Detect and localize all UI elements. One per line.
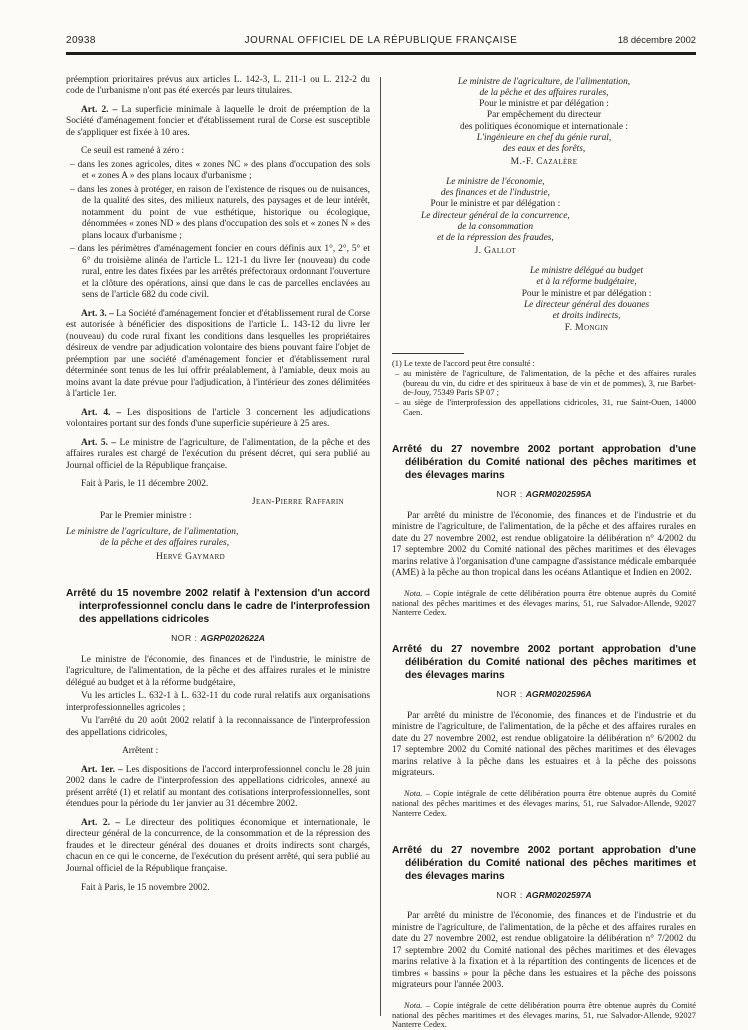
nota <box>392 789 696 819</box>
footnote-item: – au siège de l'interprofession des appellations cidricoles, 31, rue Saint-Ouen, 14000 Caen. <box>392 398 696 418</box>
nota-text: – Copie intégrale de cette délibération pourra être obtenue auprès du Comité national des pêches maritimes et des élevages marins, 51, rue Salvador-Allende, 92027 Nanterre Cedex. <box>392 789 696 818</box>
signature-line: L'ingénieure en chef du génie rural, <box>392 133 696 144</box>
signature-line: des finances et de l'industrie, <box>392 188 599 199</box>
nota <box>392 589 696 619</box>
cidricole-p2: Vu les articles L. 632-1 à L. 632-11 du code rural relatifs aux organisations interprofessionnelles agricoles ; <box>66 691 370 714</box>
journal-title: JOURNAL OFFICIEL DE LA RÉPUBLIQUE FRANÇAISE <box>196 35 566 46</box>
signature-line: Le ministre de l'économie, <box>392 177 599 188</box>
arretent-line: Arrêtent : <box>122 746 370 758</box>
article-text: Les dispositions de l'article 3 concernent les adjudications volontaires portant sur des fonds d'une superficie supérieure à 25 ares. <box>66 408 370 430</box>
nor-line <box>66 633 370 645</box>
nota-text: – Copie intégrale de cette délibération pourra être obtenue auprès du Comité national des pêches maritimes et des élevages marins, 51, rue Salvador-Allende, 92027 Nanterre Cedex. <box>392 1001 696 1030</box>
signature-line: de la pêche et des affaires rurales, <box>392 88 696 99</box>
signature-block-economie <box>392 177 599 256</box>
peches-3-body: Par arrêté du ministre de l'économie, des finances et de l'industrie et du ministre de l'agriculture, de l'alimentation, de la pêche et des affaires rurales en date du 27 novembre 2002, est rendue obligatoire la délibération n° 7/2002 du 17 septembre 2002 du Comité national des pêches maritimes et des élevages marins relative à la fixation et à la répartition des contingents de licences et de timbres « bassins » pour la pêche dans les estuaires et la pêche des poissons migrateurs pour l'année 2003. <box>392 911 696 992</box>
list-item: – dans les zones à protéger, en raison de l'existence de risques ou de nuisances, de la qualité des sites, des milieux naturels, des paysages et de leur intérêt, notamment du point de vue esthétique, historique ou écologique, dénommées « zones ND » des plans d'occupation des sols et « zones N » des plans locaux d'urbanisme ; <box>66 185 370 243</box>
decree-article-3 <box>66 309 370 401</box>
footnote <box>392 359 696 418</box>
signature-line: Par empêchement du directeur <box>392 110 696 121</box>
article-text: Le directeur des politiques économique et internationale, le directeur général de la concurrence, de la consommation et de la répression des fraudes et le directeur général des douanes et droits indirects sont chargés, chacun en ce qui le concerne, de l'exécution du présent arrêté, qui sera publié au Journal officiel de la République française. <box>66 818 370 874</box>
signatory-name: J. Gallot <box>392 245 599 256</box>
cidricole-article-2 <box>66 818 370 876</box>
nor-label: NOR : <box>171 633 197 643</box>
article-text: Le ministre de l'agriculture, de l'alimentation, de la pêche et des affaires rurales est chargé de l'exécution du présent décret, qui sera publié au Journal officiel de la République française. <box>66 438 370 471</box>
paragraph-continuation: préemption prioritaires prévus aux articles L. 142-3, L. 211-1 ou L. 212-2 du code de l'urbanisme n'ont pas été exercés par leurs titulaires. <box>66 75 370 98</box>
right-column <box>392 75 696 1030</box>
nota-label: Nota. <box>404 1001 422 1010</box>
signatory-name: M.-F. Cazalère <box>392 156 696 167</box>
signature-line: Le directeur général des douanes <box>477 300 696 311</box>
signature-line: et à la réforme budgétaire, <box>477 277 696 288</box>
article-label: Art. 3. – <box>81 309 116 319</box>
by-pm-line: Par le Premier ministre : <box>100 511 370 523</box>
signature-line: des politiques économique et internationale : <box>392 122 696 133</box>
list-item: – dans les périmètres d'aménagement foncier en cours définis aux 1°, 2°, 5° et 6° du troisième alinéa de l'article L. 121-1 du livre Ier (nouveau) du code rural, entre les dates fixées par les arrêtés préfectoraux ordonnant l'ouverture et la clôture des opérations, ainsi que dans le cas de parcelles enclavées au sens de l'article 682 du code civil. <box>66 244 370 302</box>
signature-line: Le directeur général de la concurrence, <box>392 211 599 222</box>
signature-line: Le ministre délégué au budget <box>477 266 696 277</box>
nor-value: AGRM0202597A <box>526 890 592 900</box>
nor-value: AGRP0202622A <box>200 633 265 643</box>
article-text: La Société d'aménagement foncier et d'établissement rural de Corse est autorisée à bénéficier des dispositions de l'article L. 143-12 du livre Ier (nouveau) du code rural fixant les conditions dans lesquelles les propriétaires désireux de vendre par adjudication volontaire des biens pouvant faire l'objet de préemption par une société d'aménagement foncier et d'établissement rural déterminée sont tenus de les lui offrir préalablement, à l'amiable, deux mois au moins avant la date prévue pour l'adjudication, à l'intérieur des zones délimitées à l'article 1er. <box>66 309 370 400</box>
article-text: Les dispositions de l'accord interprofessionnel conclu le 28 juin 2002 dans le cadre de l'interprofession des appellations cidricoles, annexé au présent arrêté (1) et relatif au montant des cotisations interprofessionnelles, sont étendues pour la période du 1er janvier au 31 décembre 2002. <box>66 765 370 810</box>
nota-text: – Copie intégrale de cette délibération pourra être obtenue auprès du Comité national des pêches maritimes et des élevages marins, 51, rue Salvador-Allende, 92027 Nanterre Cedex. <box>392 589 696 618</box>
header-rule <box>66 52 696 55</box>
decree-date-line: Fait à Paris, le 11 décembre 2002. <box>66 479 370 491</box>
article-label: Art. 2. – <box>81 818 126 828</box>
minister-line-2: de la pêche et des affaires rurales, <box>100 538 370 550</box>
nor-line <box>392 890 696 902</box>
decree-article-2 <box>66 105 370 140</box>
decree-article-5 <box>66 438 370 473</box>
cidricole-p1: Le ministre de l'économie, des finances et de l'industrie, le ministre de l'agriculture, de l'alimentation, de la pêche et des affaires rurales et le ministre délégué au budget et à la réforme budgétaire, <box>66 655 370 690</box>
signature-line: Pour le ministre et par délégation : <box>392 199 599 210</box>
section-heading-cidricole: Arrêté du 15 novembre 2002 relatif à l'extension d'un accord interprofessionnel conclu dans le cadre de l'interprofession des appellations cidricoles <box>66 587 370 626</box>
signature-block-budget <box>477 266 696 334</box>
column-divider <box>380 77 381 1017</box>
decree-article-4 <box>66 408 370 431</box>
list-item: – dans les zones agricoles, dites « zones NC » des plans d'occupation des sols et « zones A » des plans locaux d'urbanisme ; <box>66 160 370 183</box>
footnote-intro: (1) Le texte de l'accord peut être consulté : <box>392 359 696 369</box>
nota-label: Nota. <box>404 589 422 598</box>
section-heading-peches-3: Arrêté du 27 novembre 2002 portant approbation d'une délibération du Comité national des pêches maritimes et des élevages marins <box>392 844 696 883</box>
pm-signature: Jean-Pierre Raffarin <box>66 496 344 508</box>
signature-line: Pour le ministre et par délégation : <box>477 289 696 300</box>
signature-line: des eaux et des forêts, <box>392 144 696 155</box>
cidricole-date-line: Fait à Paris, le 15 novembre 2002. <box>66 883 370 895</box>
article-label: Art. 2. – <box>81 105 121 115</box>
left-column <box>66 75 370 1030</box>
signature-line: Pour le ministre et par délégation : <box>392 99 696 110</box>
footnote-item: – au ministère de l'agriculture, de l'alimentation, de la pêche et des affaires rurales (bureau du vin, du cidre et des spiritueux à base de vin et de pommes), 3, rue Barbet-de-Jouy, 75349 Paris SP 07 ; <box>392 369 696 399</box>
footnote-rule <box>392 353 464 354</box>
page-header <box>66 34 696 46</box>
section-heading-peches-1: Arrêté du 27 novembre 2002 portant approbation d'une délibération du Comité national des pêches maritimes et des élevages marins <box>392 443 696 482</box>
article-text: La superficie minimale à laquelle le droit de préemption de la Société d'aménagement foncier et d'établissement rural de Corse est susceptible de s'appliquer est fixée à 10 ares. <box>66 105 370 138</box>
signature-line: et droits indirects, <box>477 311 696 322</box>
peches-2-body: Par arrêté du ministre de l'économie, des finances et de l'industrie et du ministre de l'agriculture, de l'alimentation, de la pêche et des affaires rurales en date du 27 novembre 2002, est rendue obligatoire la délibération n° 6/2002 du 17 septembre 2002 du Comité national des pêches maritimes et des élevages marins relative à la pêche dans les estuaires et à la pêche des poissons migrateurs. <box>392 711 696 780</box>
nor-value: AGRM0202595A <box>526 489 592 499</box>
article-label: Art. 5. – <box>81 438 120 448</box>
minister-line-1: Le ministre de l'agriculture, de l'alimentation, <box>66 527 370 539</box>
signature-line: de la consommation <box>392 222 599 233</box>
decree-seuil: Ce seuil est ramené à zéro : <box>66 146 370 158</box>
minister-signature: Hervé Gaymard <box>156 551 370 563</box>
page-number: 20938 <box>66 35 196 46</box>
cidricole-article-1 <box>66 765 370 811</box>
signature-line: et de la répression des fraudes, <box>392 233 599 244</box>
peches-1-body: Par arrêté du ministre de l'économie, des finances et de l'industrie et du ministre de l'agriculture, de l'alimentation, de la pêche et des affaires rurales en date du 27 novembre 2002, est rendue obligatoire la délibération n° 4/2002 du 17 septembre 2002 du Comité national des pêches maritimes et des élevages marins relative à l'organisation d'une campagne d'assistance médicale embarquée (AME) à la pêche au thon tropical dans les océans Atlantique et Indien en 2002. <box>392 511 696 580</box>
signatory-name: F. Mongin <box>477 322 696 333</box>
nor-label: NOR : <box>496 689 522 699</box>
article-label: Art. 1er. – <box>81 765 126 775</box>
nota-label: Nota. <box>404 789 422 798</box>
nor-line <box>392 689 696 701</box>
cidricole-p3: Vu l'arrêté du 20 août 2002 relatif à la reconnaissance de l'interprofession des appellations cidricoles, <box>66 716 370 739</box>
section-heading-peches-2: Arrêté du 27 novembre 2002 portant approbation d'une délibération du Comité national des pêches maritimes et des élevages marins <box>392 643 696 682</box>
nor-label: NOR : <box>496 489 522 499</box>
article-label: Art. 4. – <box>81 408 127 418</box>
nota <box>392 1001 696 1030</box>
nor-line <box>392 489 696 501</box>
nor-label: NOR : <box>496 890 522 900</box>
signature-line: Le ministre de l'agriculture, de l'alimentation, <box>392 77 696 88</box>
signature-block-agriculture <box>392 77 696 167</box>
nor-value: AGRM0202596A <box>526 689 592 699</box>
issue-date: 18 décembre 2002 <box>566 34 696 45</box>
two-column-layout <box>66 75 696 1030</box>
